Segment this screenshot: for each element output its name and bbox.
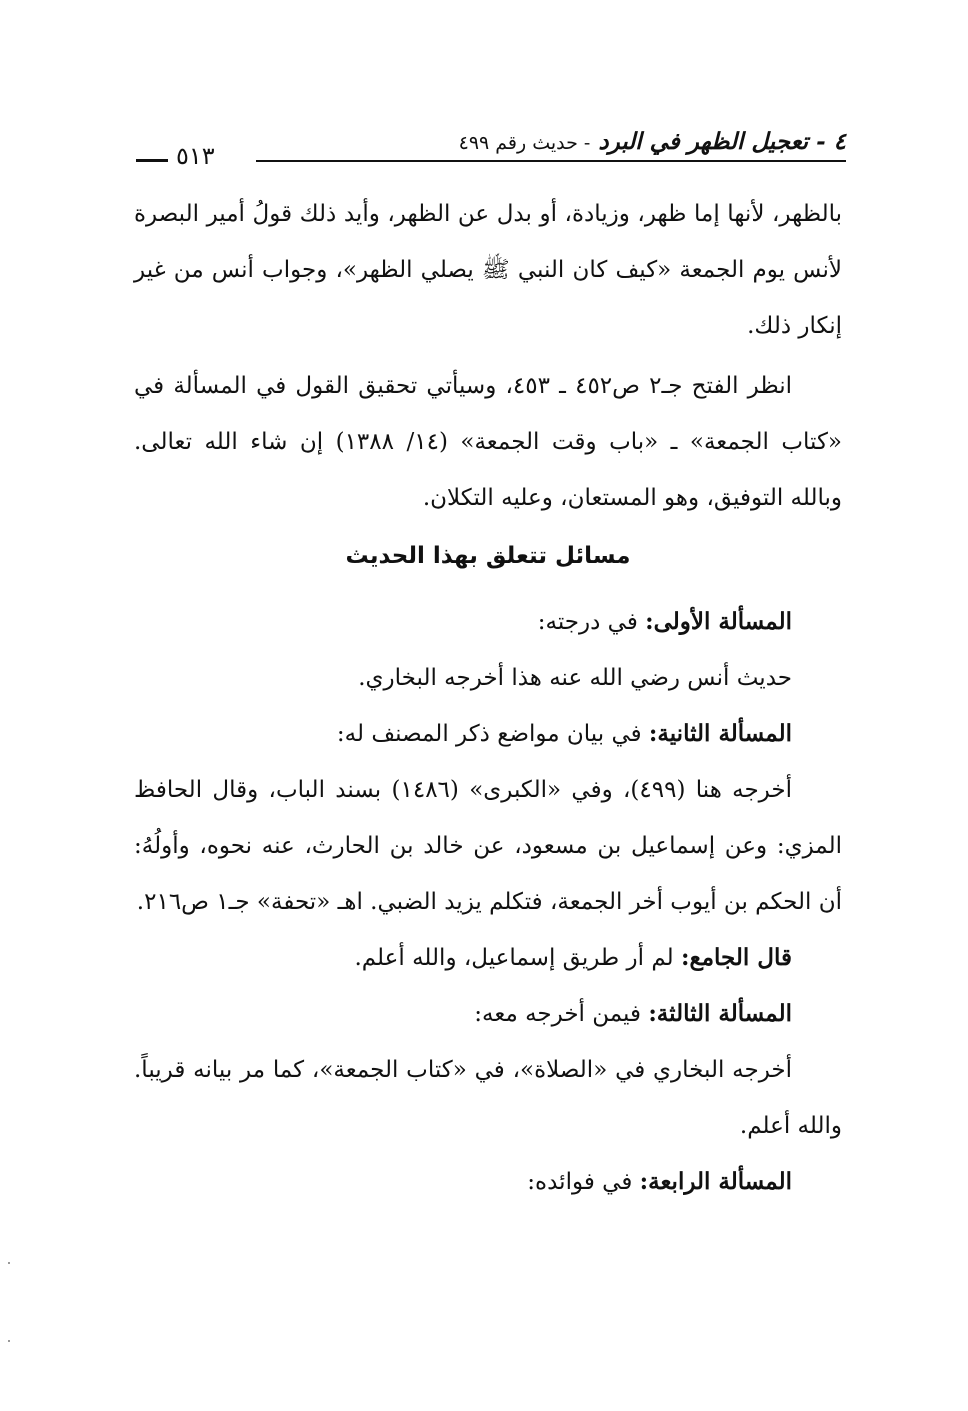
paragraph-reference: انظر الفتح جـ٢ ص٤٥٢ ـ ٤٥٣، وسيأتي تحقيق القول في المسألة في «كتاب الجمعة» ـ «باب وقت الجمعة» (١٤/ ١٣٨٨) إن شاء الله تعالى. وبالله التوفيق، وهو المستعان، وعليه التكلان. bbox=[134, 373, 843, 511]
question-3-label: المسألة الثالثة: bbox=[648, 1000, 792, 1027]
page-number: ٥١٣ bbox=[176, 142, 215, 170]
question-3 bbox=[134, 986, 842, 1042]
question-1-label: المسألة الأولى: bbox=[645, 608, 792, 635]
question-3-text: فيمن أخرجه معه: bbox=[474, 1001, 649, 1027]
running-title bbox=[459, 128, 846, 155]
question-2-text: في بيان مواضع ذكر المصنف له: bbox=[336, 721, 649, 747]
paragraph-continuation: بالظهر، لأنها إما ظهر، وزيادة، أو بدل عن الظهر، وأيد ذلك قولُ أمير البصرة لأنس يوم الجمعة «كيف كان النبي ﷺ يصلي الظهر»، وجواب أنس من غير إنكار ذلك. bbox=[134, 201, 842, 339]
hadith-number: - حديث رقم ٤٩٩ bbox=[458, 132, 591, 154]
question-2 bbox=[134, 706, 842, 762]
page-header bbox=[136, 128, 846, 176]
question-4-text: في فوائده: bbox=[527, 1169, 640, 1195]
chapter-title: ٤ - تعجيل الظهر في البرد bbox=[598, 128, 846, 155]
page-body bbox=[134, 186, 842, 1210]
section-heading: مسائل تتعلق بهذا الحديث bbox=[345, 543, 631, 569]
question-2-label: المسألة الثانية: bbox=[648, 720, 792, 747]
page-number-dash bbox=[136, 159, 168, 162]
question-4 bbox=[134, 1154, 842, 1210]
scan-speck bbox=[8, 1340, 10, 1342]
jami-text: لم أر طريق إسماعيل، والله أعلم. bbox=[354, 945, 681, 971]
question-3-answer: أخرجه البخاري في «الصلاة»، في «كتاب الجمعة»، كما مر بيانه قريباً. والله أعلم. bbox=[134, 1057, 842, 1139]
question-1-text: في درجته: bbox=[537, 609, 646, 635]
question-1-answer: حديث أنس رضي الله عنه هذا أخرجه البخاري. bbox=[358, 665, 792, 691]
question-4-label: المسألة الرابعة: bbox=[639, 1168, 792, 1195]
header-rule bbox=[256, 160, 846, 162]
question-1 bbox=[134, 594, 842, 650]
jami-label: قال الجامع: bbox=[680, 944, 792, 971]
scan-speck bbox=[8, 1262, 10, 1264]
question-2-answer: أخرجه هنا (٤٩٩)، وفي «الكبرى» (١٤٨٦) بسند الباب، وقال الحافظ المزي: وعن إسماعيل بن مسعود، عن خالد بن الحارث، عنه نحوه، وأولُهُ: أن الحكم بن أيوب أخر الجمعة، فتكلم يزيد الضبي. اهـ «تحفة» جـ١ ص٢١٦. bbox=[134, 777, 842, 915]
jami-note bbox=[134, 930, 842, 986]
